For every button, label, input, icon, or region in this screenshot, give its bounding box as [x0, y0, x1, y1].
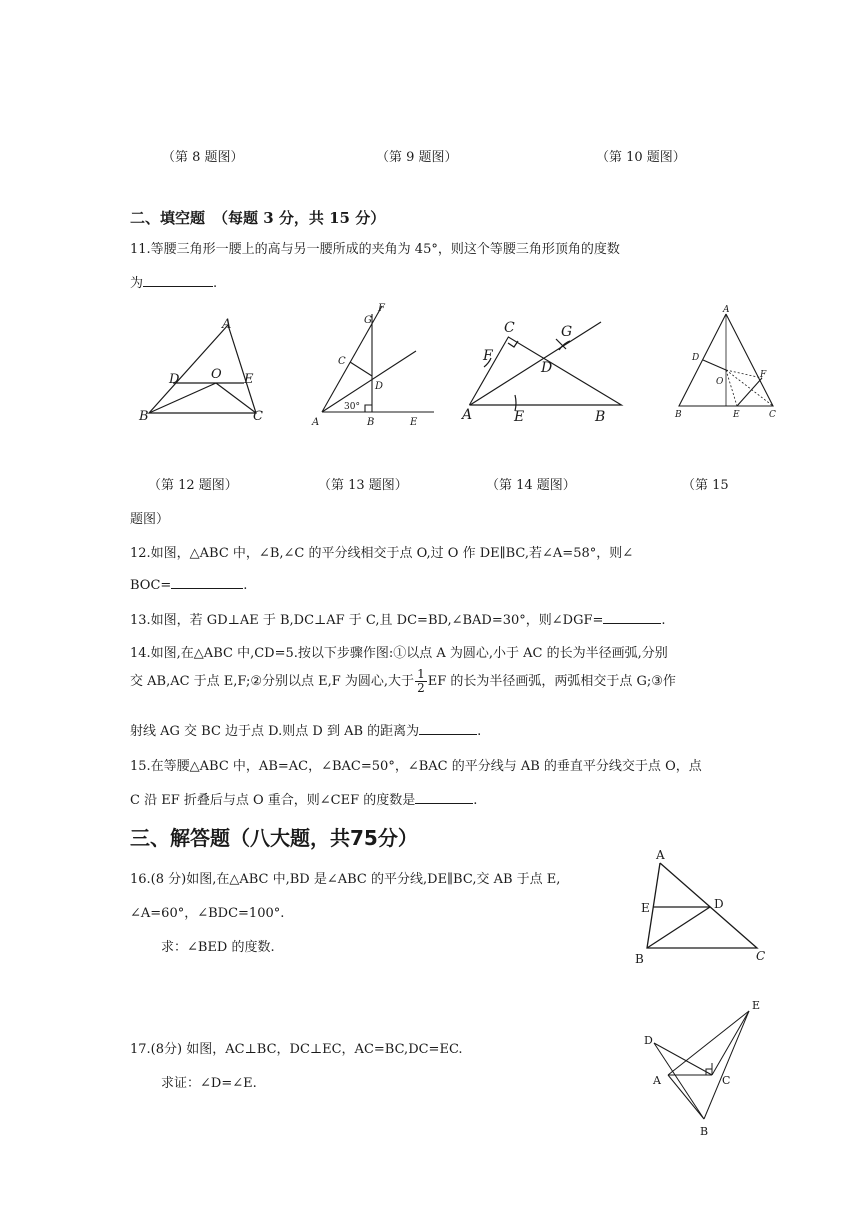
fig15-label-d: D — [692, 353, 700, 363]
fig16-label-b: B — [635, 952, 644, 966]
q14-line3-text: 射线 AG 交 BC 边于点 D.则点 D 到 AB 的距离为 — [130, 724, 420, 739]
fig15-label-c: C — [769, 410, 776, 420]
figure-14 — [458, 315, 608, 427]
q11-period: . — [213, 276, 218, 291]
caption-fig8: （第 8 题图） — [162, 150, 244, 165]
q13-period: . — [661, 613, 666, 628]
fig13-label-f: F — [378, 303, 385, 314]
section2-heading — [130, 207, 385, 228]
q16-line3: 求：∠BED 的度数. — [161, 940, 275, 955]
fig12-label-a: A — [222, 317, 232, 332]
q14-line2-part2: EF 的长为半径画弧，两弧相交于点 G;③作 — [427, 674, 676, 689]
section3-heading: 三、解答题（八大题，共75分） — [130, 826, 418, 850]
figure-13 — [310, 298, 445, 428]
q14-answer-blank[interactable] — [419, 722, 477, 735]
fig15-label-o: O — [716, 377, 724, 387]
fig15-label-e: E — [733, 410, 740, 420]
fig14-label-a: A — [462, 407, 473, 423]
fig13-label-d: D — [375, 381, 384, 392]
fig14-label-g: G — [561, 324, 573, 340]
q13-line — [130, 609, 666, 628]
caption-fig14: （第 14 题图） — [486, 478, 576, 493]
q13-answer-blank[interactable] — [603, 611, 661, 624]
q14-fraction-numerator: 1 — [417, 667, 425, 681]
fig16-label-d: D — [714, 897, 724, 911]
q11-line2 — [130, 272, 217, 291]
fig12-label-c: C — [253, 409, 263, 424]
fig17-label-b: B — [700, 1125, 709, 1138]
fig14-label-f: F — [483, 348, 493, 364]
fig12-label-b: B — [139, 409, 149, 424]
fig15-label-b: B — [675, 410, 682, 420]
fig13-angle-label: 30° — [344, 402, 360, 412]
q12-period: . — [243, 578, 248, 593]
caption-fig13: （第 13 题图） — [318, 478, 408, 493]
q16-line2: ∠A=60°，∠BDC=100°. — [130, 906, 285, 921]
figure-16 — [632, 845, 772, 965]
q13-text: 13.如图，若 GD⊥AE 于 B,DC⊥AF 于 C,且 DC=BD,∠BAD=30°，则∠DGF= — [130, 613, 604, 628]
fig13-label-a: A — [312, 417, 320, 428]
fig14-label-c: C — [504, 320, 515, 336]
caption-fig15-part1: （第 15 — [682, 478, 729, 493]
fig16-label-a: A — [656, 848, 665, 862]
section2-title: 二、填空题 — [130, 209, 206, 227]
fig17-label-c: C — [722, 1074, 731, 1087]
q14-fraction-denominator: 2 — [417, 681, 425, 695]
q12-answer-blank[interactable] — [171, 576, 243, 589]
q15-line2 — [130, 789, 477, 808]
q14-line3 — [130, 720, 481, 739]
section2-score: （每题 3 分，共 15 分） — [213, 209, 386, 227]
caption-fig15-part2: 题图） — [130, 512, 170, 527]
q16-line1: 16.(8 分)如图,在△ABC 中,BD 是∠ABC 的平分线,DE∥BC,交 AB 于点 E, — [130, 872, 561, 887]
q14-line2-part1: 交 AB,AC 于点 E,F;②分别以点 E,F 为圆心,大于 — [130, 674, 415, 689]
q14-period: . — [477, 724, 482, 739]
q12-prefix: BOC= — [130, 578, 172, 593]
fig14-label-e: E — [514, 409, 525, 425]
q17-line1: 17.(8分) 如图，AC⊥BC，DC⊥EC，AC=BC,DC=EC. — [130, 1042, 463, 1057]
q11-answer-blank[interactable] — [143, 274, 213, 287]
q14-line2 — [130, 668, 676, 695]
fig12-label-o: O — [211, 367, 222, 382]
fig13-label-g: G — [364, 315, 372, 326]
fig16-label-c: C — [756, 949, 766, 963]
fig17-label-a: A — [653, 1074, 661, 1087]
q14-line1: 14.如图,在△ABC 中,CD=5.按以下步骤作图:①以点 A 为圆心,小于 AC 的长为半径画弧,分别 — [130, 646, 668, 661]
q12-line1: 12.如图，△ABC 中，∠B,∠C 的平分线相交于点 O,过 O 作 DE∥BC,若∠A=58°，则∠ — [130, 546, 634, 561]
fig13-label-c: C — [338, 356, 346, 367]
fig14-label-b: B — [595, 409, 606, 425]
caption-fig9: （第 9 题图） — [376, 150, 458, 165]
fig13-label-b: B — [367, 417, 375, 428]
caption-fig12: （第 12 题图） — [148, 478, 238, 493]
fig12-label-d: D — [169, 372, 180, 387]
q11-line1: 11.等腰三角形一腰上的高与另一腰所成的夹角为 45°，则这个等腰三角形顶角的度数 — [130, 242, 620, 257]
q15-line1: 15.在等腰△ABC 中，AB=AC，∠BAC=50°，∠BAC 的平分线与 AB 的垂直平分线交于点 O，点 — [130, 759, 702, 774]
fig13-label-e: E — [410, 417, 418, 428]
fig15-label-a: A — [723, 305, 730, 315]
fig15-label-f: F — [760, 370, 767, 380]
q12-line2 — [130, 576, 247, 593]
fig17-label-e: E — [752, 999, 761, 1012]
fig17-label-d: D — [644, 1034, 653, 1047]
q14-fraction-half — [415, 668, 427, 695]
fig16-label-e: E — [641, 901, 650, 915]
figure-17 — [640, 995, 770, 1140]
fig12-label-e: E — [244, 372, 254, 387]
q17-line2: 求证：∠D=∠E. — [161, 1076, 257, 1091]
q15-period: . — [473, 793, 478, 808]
q15-line2-text: C 沿 EF 折叠后与点 O 重合，则∠CEF 的度数是 — [130, 793, 416, 808]
q11-prefix: 为 — [130, 276, 144, 291]
figure-12 — [138, 315, 268, 427]
figure-15 — [670, 302, 785, 424]
caption-fig10: （第 10 题图） — [596, 150, 686, 165]
fig14-label-d: D — [541, 360, 553, 376]
q15-answer-blank[interactable] — [415, 791, 473, 804]
